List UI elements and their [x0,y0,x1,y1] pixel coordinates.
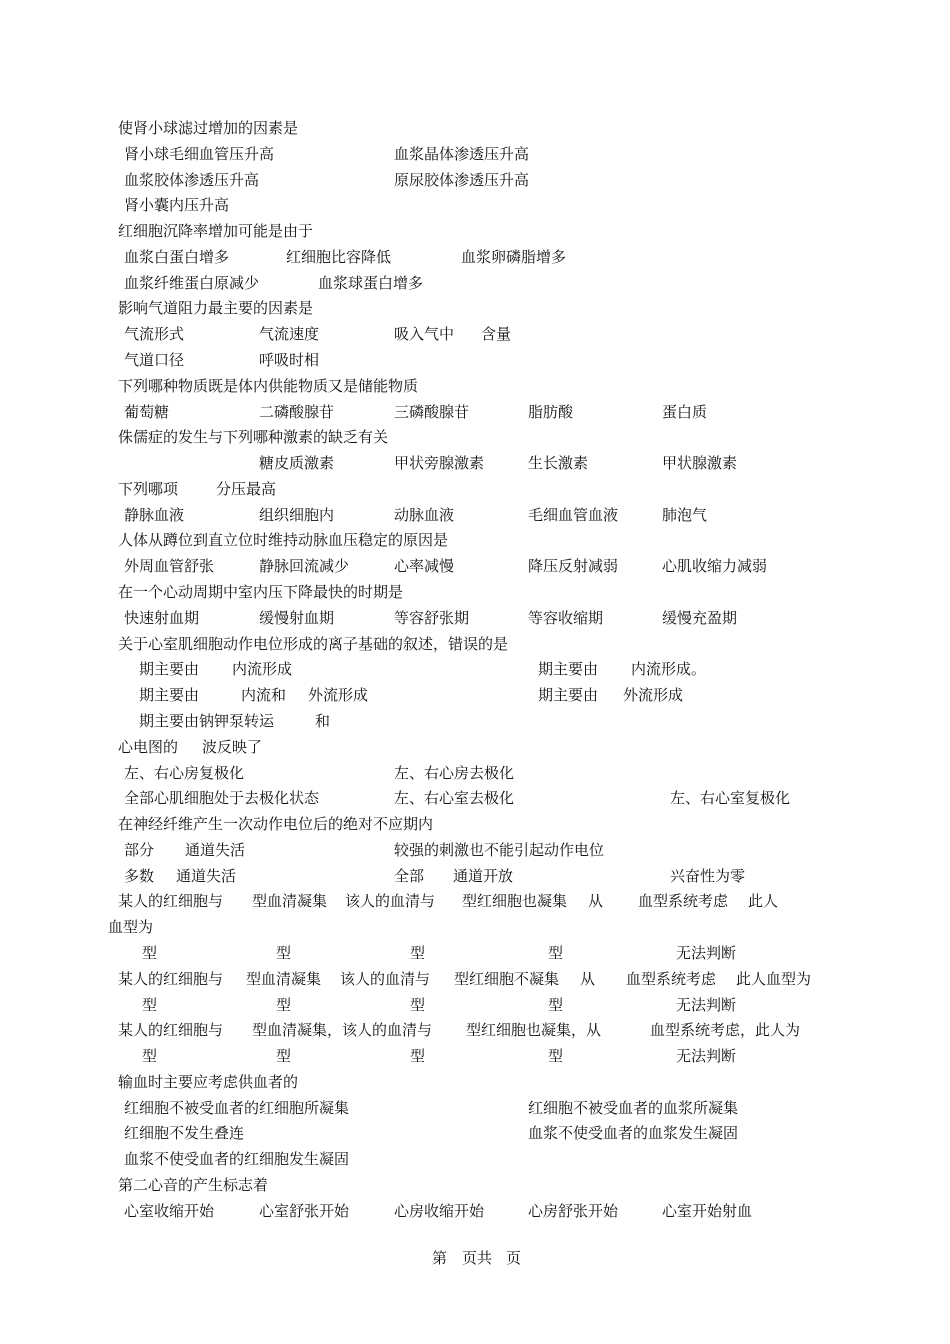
text-segment: 糖皮质激素 [259,454,335,473]
text-segment: 型 [410,995,426,1014]
text-line [0,866,950,892]
text-segment: 通道开放 [453,866,514,885]
footer-text: 页 [506,1249,522,1267]
text-segment: 型血清凝集 [252,892,328,911]
text-segment: 心率减慢 [394,557,455,576]
text-segment: 血型系统考虑 [638,892,729,911]
question-text: 红细胞沉降率增加可能是由于 [118,222,314,241]
text-line [0,530,950,556]
text-line [0,943,950,969]
text-segment: 吸入气中 [394,325,455,344]
text-line [0,763,950,789]
text-segment: 呼吸时相 [259,351,320,370]
text-segment: 兴奋性为零 [670,866,746,885]
text-line [0,1020,950,1046]
text-segment: 较强的刺激也不能引起动作电位 [394,840,605,859]
question-text: 血型为 [108,918,154,937]
text-segment: 多数 [124,866,155,885]
text-line [0,582,950,608]
question-text: 在神经纤维产生一次动作电位后的绝对不应期内 [118,815,434,834]
text-segment: 无法判断 [676,995,737,1014]
question-text: 影响气道阻力最主要的因素是 [118,299,314,318]
text-segment: 型 [276,995,292,1014]
text-segment: 某人的红细胞与 [118,1021,224,1040]
question-text: 使肾小球滤过增加的因素是 [118,119,299,137]
text-line [0,1098,950,1124]
text-segment: 期主要由 [538,686,599,705]
text-segment: 心室收缩开始 [124,1201,215,1220]
text-segment: 气流形式 [124,325,185,344]
text-segment: 左、右心房复极化 [124,763,245,782]
question-text: 肾小囊内压升高 [124,196,230,215]
text-segment: 血浆纤维蛋白原减少 [124,273,260,292]
text-line [0,969,950,995]
text-segment: 此人 [748,892,779,911]
text-segment: 无法判断 [676,943,737,962]
text-segment: 左、右心室去极化 [394,789,515,808]
text-segment: 左、右心房去极化 [394,763,515,782]
text-segment: 型 [548,943,564,962]
text-segment: 缓慢射血期 [259,608,335,627]
text-line [0,221,950,247]
text-line [0,1046,950,1072]
text-segment: 从 [588,892,604,911]
text-segment: 该人的血清与 [340,969,431,988]
text-line [0,1149,950,1175]
text-segment: 组织细胞内 [259,505,335,524]
text-segment: 血型系统考虑 [626,969,717,988]
page-footer [0,1248,950,1268]
text-segment: 部分 [124,840,155,859]
text-line [0,891,950,917]
text-line [0,917,950,943]
text-segment: 型红细胞不凝集 [454,969,560,988]
text-segment: 型 [410,1047,426,1066]
text-segment: 下列哪项 [118,479,179,498]
question-text: 输血时主要应考虑供血者的 [118,1072,299,1091]
text-segment: 型 [142,995,158,1014]
text-segment: 血浆晶体渗透压升高 [394,144,530,163]
text-segment: 心肌收缩力减弱 [662,557,768,576]
text-segment: 期主要由 [139,686,200,705]
question-text: 关于心室肌细胞动作电位形成的离子基础的叙述，错误的是 [118,634,509,653]
text-segment: 毛细血管血液 [528,505,619,524]
text-segment: 含量 [481,325,512,344]
text-line [0,376,950,402]
text-line [0,995,950,1021]
text-line [0,840,950,866]
text-line [0,273,950,299]
text-segment: 静脉回流减少 [259,557,350,576]
text-segment: 红细胞不被受血者的红细胞所凝集 [124,1098,350,1117]
text-segment: 型红细胞也凝集 [462,892,568,911]
text-segment: 型 [142,1047,158,1066]
text-segment: 通道失活 [176,866,237,885]
text-segment: 甲状腺激素 [662,454,738,473]
text-line [0,1123,950,1149]
text-segment: 血浆不使受血者的血浆发生凝固 [528,1124,739,1143]
text-segment: 此人血型为 [736,969,812,988]
text-line [0,1175,950,1201]
text-segment: 和 [315,711,331,730]
text-segment: 该人的血清与 [345,892,436,911]
text-segment: 动脉血液 [394,505,455,524]
text-segment: 通道失活 [185,840,246,859]
text-segment: 心室开始射血 [662,1201,753,1220]
text-line [0,427,950,453]
text-segment: 蛋白质 [662,402,708,421]
text-segment: 缓慢充盈期 [662,608,738,627]
text-segment: 血浆球蛋白增多 [318,273,424,292]
text-segment: 肺泡气 [662,505,708,524]
text-segment: 心房舒张开始 [528,1201,619,1220]
text-line [0,685,950,711]
text-segment: 某人的红细胞与 [118,892,224,911]
text-line [0,634,950,660]
text-line [0,737,950,763]
text-segment: 快速射血期 [124,608,200,627]
text-line [0,479,950,505]
question-text: 在一个心动周期中室内压下降最快的时期是 [118,583,404,602]
text-line [0,144,950,170]
text-segment: 血浆白蛋白增多 [124,247,230,266]
text-segment: 二磷酸腺苷 [259,402,335,421]
text-line [0,556,950,582]
text-line [0,659,950,685]
text-segment: 无法判断 [676,1047,737,1066]
text-segment: 静脉血液 [124,505,185,524]
text-line [0,608,950,634]
text-segment: 等容舒张期 [394,608,470,627]
text-segment: 等容收缩期 [528,608,604,627]
text-segment: 降压反射减弱 [528,557,619,576]
text-line [0,1201,950,1227]
text-segment: 血浆胶体渗透压升高 [124,170,260,189]
text-segment: 葡萄糖 [124,402,170,421]
question-text: 下列哪种物质既是体内供能物质又是储能物质 [118,376,419,395]
text-segment: 气道口径 [124,351,185,370]
text-line [0,814,950,840]
text-segment: 心电图的 [118,737,179,756]
question-text: 人体从蹲位到直立位时维持动脉血压稳定的原因是 [118,531,449,550]
footer-text: 第 [432,1249,448,1267]
text-segment: 三磷酸腺苷 [394,402,470,421]
text-segment: 内流形成 [232,660,293,679]
text-line [0,298,950,324]
text-segment: 分压最高 [216,479,277,498]
text-line [0,350,950,376]
question-text: 第二心音的产生标志着 [118,1175,269,1194]
text-segment: 型 [548,995,564,1014]
text-segment: 型 [548,1047,564,1066]
text-segment: 心房收缩开始 [394,1201,485,1220]
text-segment: 血型系统考虑，此人为 [650,1021,801,1040]
text-line [0,711,950,737]
text-segment: 甲状旁腺激素 [394,454,485,473]
text-segment: 期主要由 [139,660,200,679]
text-line [0,788,950,814]
text-segment: 内流和 [241,686,287,705]
text-line [0,453,950,479]
text-segment: 内流形成。 [631,660,707,679]
text-segment: 气流速度 [259,325,320,344]
text-line [0,1072,950,1098]
text-segment: 红细胞不发生叠连 [124,1124,245,1143]
text-line [0,170,950,196]
text-line [0,505,950,531]
text-line [0,402,950,428]
text-segment: 型 [276,1047,292,1066]
text-segment: 心室舒张开始 [259,1201,350,1220]
text-segment: 红细胞不被受血者的血浆所凝集 [528,1098,739,1117]
text-segment: 型血清凝集，该人的血清与 [252,1021,433,1040]
text-segment: 红细胞比容降低 [286,247,392,266]
text-segment: 全部 [394,866,425,885]
text-segment: 外流形成 [308,686,369,705]
text-segment: 期主要由 [538,660,599,679]
text-segment: 外流形成 [623,686,684,705]
text-segment: 全部心肌细胞处于去极化状态 [124,789,320,808]
text-segment: 某人的红细胞与 [118,969,224,988]
text-line [0,247,950,273]
text-segment: 型 [142,943,158,962]
text-segment: 原尿胶体渗透压升高 [394,170,530,189]
text-segment: 脂肪酸 [528,402,574,421]
text-segment: 左、右心室复极化 [670,789,791,808]
text-segment: 波反映了 [202,737,263,756]
text-segment: 血浆卵磷脂增多 [461,247,567,266]
text-line [0,324,950,350]
text-line [0,195,950,221]
text-line [0,118,950,144]
text-segment: 从 [580,969,596,988]
text-segment: 型 [410,943,426,962]
text-segment: 型红细胞也凝集，从 [466,1021,602,1040]
question-text: 侏儒症的发生与下列哪种激素的缺乏有关 [118,428,389,447]
text-segment: 肾小球毛细血管压升高 [124,144,275,163]
question-text: 血浆不使受血者的红细胞发生凝固 [124,1150,350,1169]
text-segment: 型 [276,943,292,962]
text-segment: 型血清凝集 [246,969,322,988]
footer-text: 页共 [462,1249,493,1267]
text-segment: 外周血管舒张 [124,557,215,576]
text-segment: 期主要由钠钾泵转运 [139,711,275,730]
text-segment: 生长激素 [528,454,589,473]
